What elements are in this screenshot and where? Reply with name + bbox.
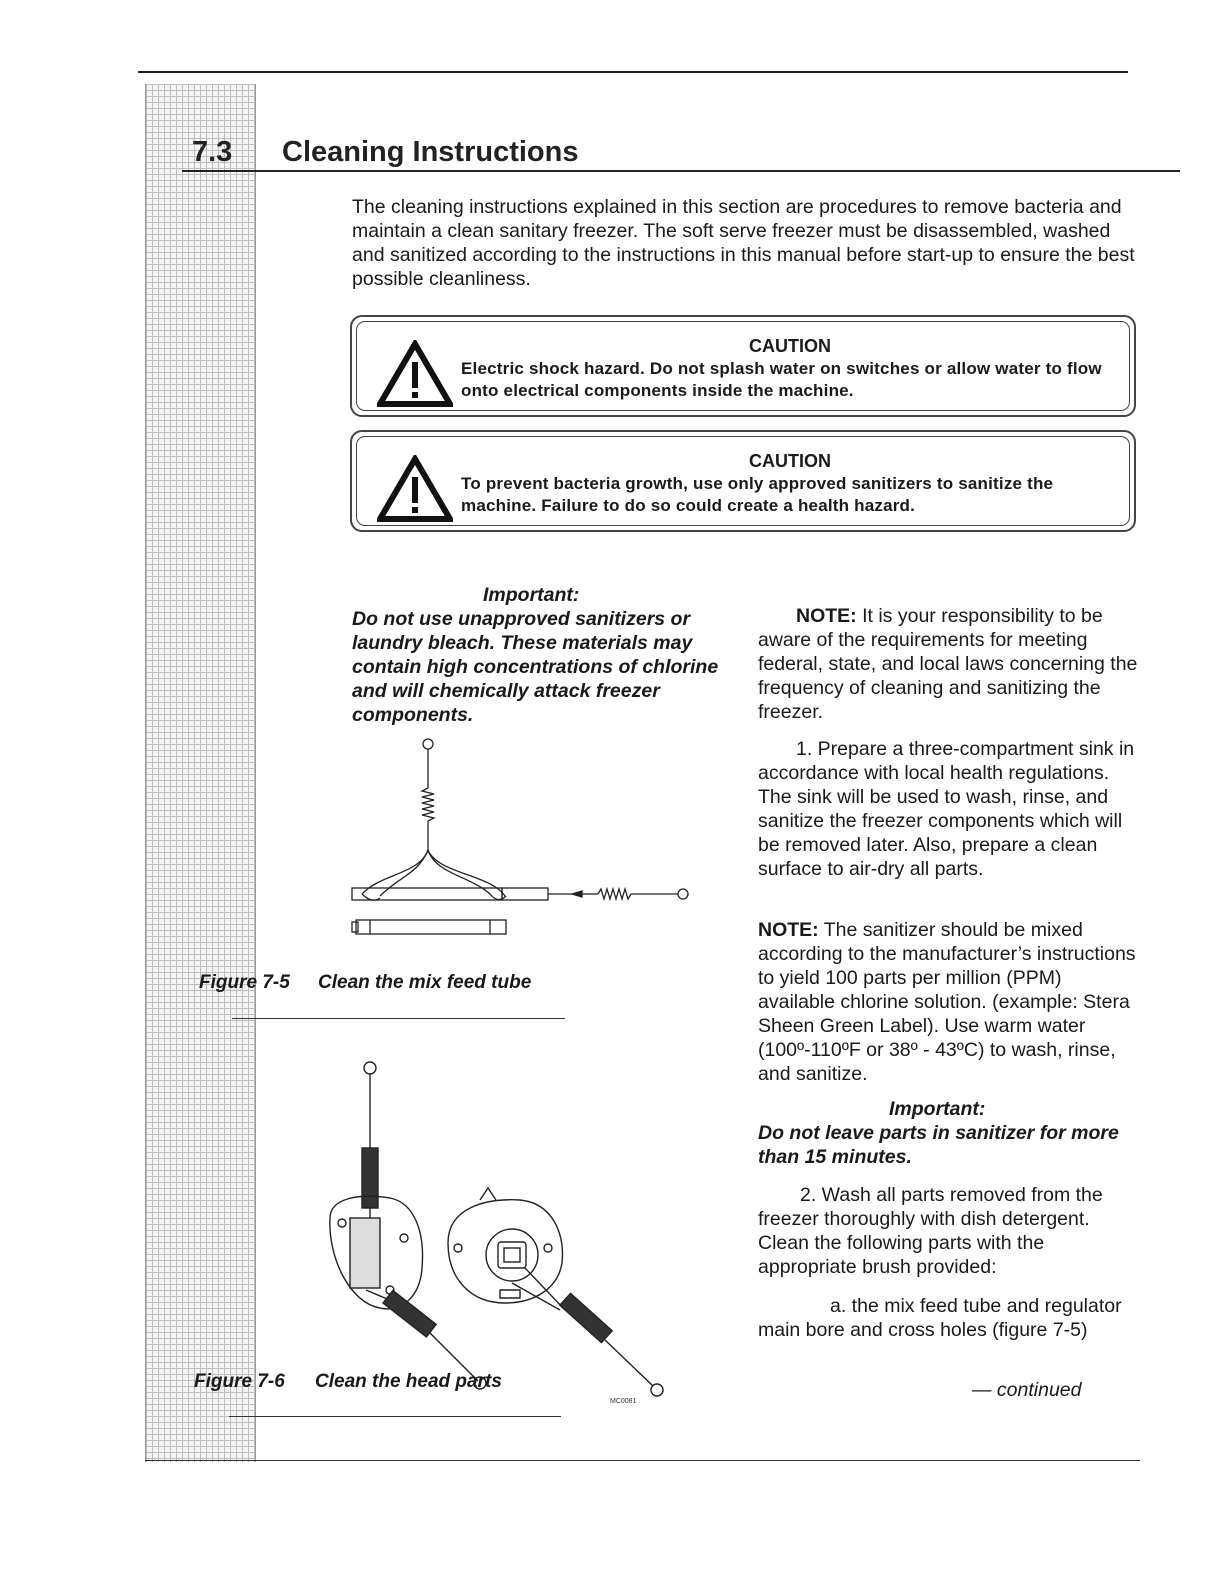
caution-box-bacteria [350,430,1136,532]
note-text: It is your responsibility to be aware of the requirements for meeting federal, state, and local laws concerning the frequency of cleaning and sanitizing the freezer. [758,605,1138,723]
top-rule [138,71,1128,73]
heading-rule [182,170,1180,172]
figure-7-5-rule [232,1018,565,1019]
warning-triangle-icon [377,455,453,523]
figure-7-6-code: MC0081 [610,1398,637,1405]
important-heading-right: Important: [889,1098,986,1120]
important-text-left: Do not use unapproved sanitizers or laundry bleach. These materials may contain high concentrations of chlorine and will chemically attack freezer components. [352,608,719,726]
figure-7-6-caption: Clean the head parts [315,1371,502,1392]
important-heading-left: Important: [483,584,580,606]
step-1: 1. Prepare a three-compartment sink in accordance with local health regulations. The sink will be used to wash, rinse, and sanitize the freezer components which will be removed later. Also, prepare a clean surface to air-dry all parts. [758,738,1135,880]
warning-triangle-icon [377,340,453,408]
figure-7-6-label: Figure 7-6 [194,1371,285,1392]
caution-heading: CAUTION [749,451,831,471]
figure-7-5-caption: Clean the mix feed tube [318,972,532,993]
continued-label: — continued [972,1379,1082,1401]
step-2a: a. the mix feed tube and regulator main bore and cross holes (figure 7-5) [758,1295,1122,1341]
note-sanitizer [758,918,1143,1086]
caution-text: To prevent bacteria growth, use only approved sanitizers to sanitize the machine. Failure to do so could create a health hazard. [461,474,1054,515]
important-text-right: Do not leave parts in sanitizer for more than 15 minutes. [758,1122,1119,1168]
caution-box-electric [350,315,1136,417]
note-label: NOTE: [758,919,819,941]
caution-heading: CAUTION [749,336,831,356]
mix-feed-tube-illustration [340,734,700,944]
intro-paragraph: The cleaning instructions explained in this section are procedures to remove bacteria and maintain a clean sanitary freezer. The soft serve freezer must be disassembled, washed and sanitized according to the instructions in this manual before start-up to ensure the best possible cleanliness. [352,196,1135,290]
caution-text: Electric shock hazard. Do not splash water on switches or allow water to flow onto electrical components inside the machine. [461,359,1102,400]
section-title: Cleaning Instructions [282,136,579,168]
head-parts-illustration [320,1058,680,1408]
note-responsibility [758,604,1143,724]
margin-grid-strip [145,84,256,1462]
section-number: 7.3 [192,136,233,168]
bottom-rule [145,1460,1140,1461]
caution-inner-border [356,436,1130,526]
step-2: 2. Wash all parts removed from the freezer thoroughly with dish detergent. Clean the following parts with the appropriate brush provided: [758,1184,1103,1278]
note-label: NOTE: [796,605,857,627]
caution-inner-border [356,321,1130,411]
figure-7-5-label: Figure 7-5 [199,972,290,993]
figure-7-6-rule [229,1416,561,1417]
note-text: The sanitizer should be mixed according to the manufacturer’s instructions to yield 100 parts per million (PPM) available chlorine solution. (example: Stera Sheen Green Label). Use warm water (100º-110ºF or 38º - 43ºC) to wash, rinse, and sanitize. [758,919,1136,1085]
